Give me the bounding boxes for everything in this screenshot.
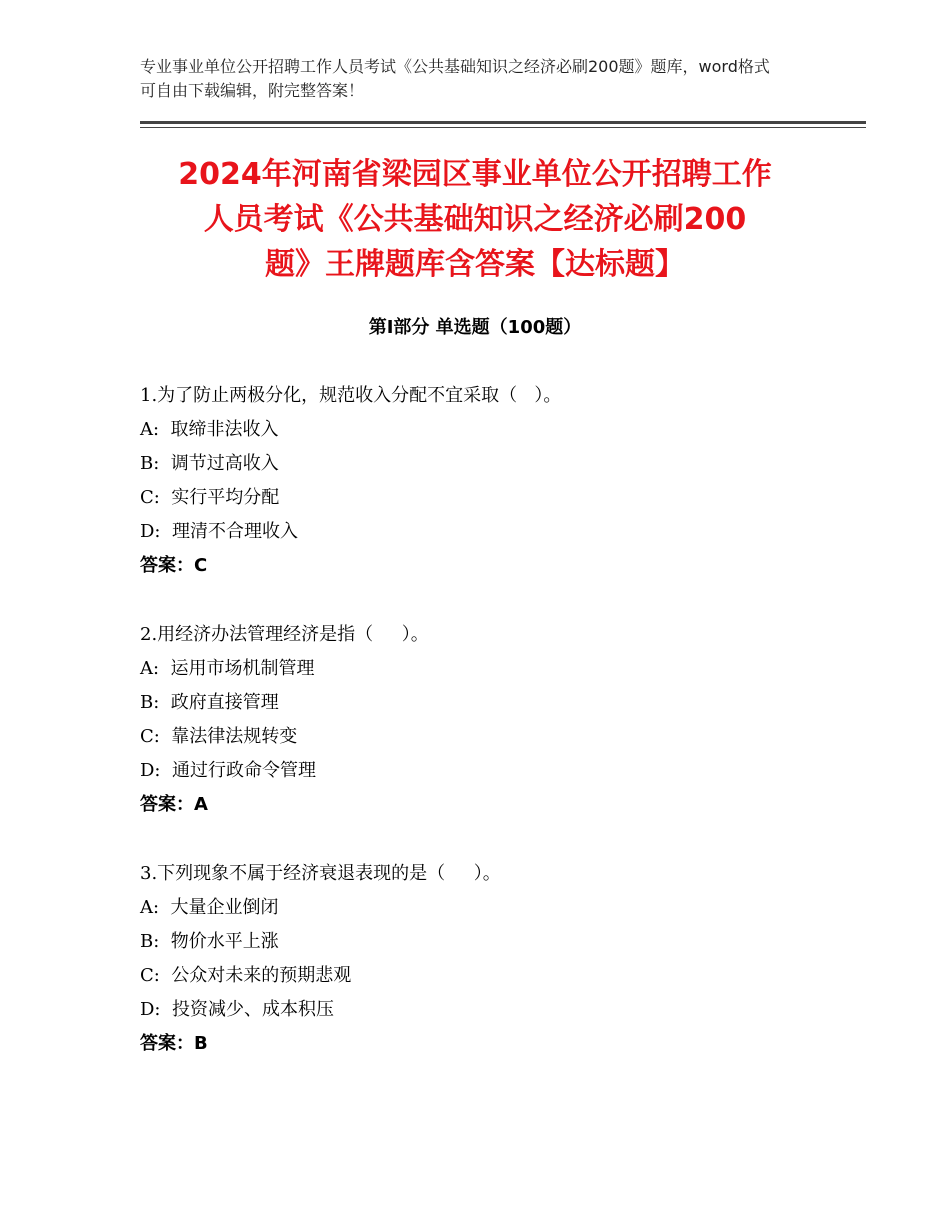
question-stem: 2.用经济办法管理经济是指（ ）。: [140, 624, 429, 645]
answer-line: 答案：C: [140, 555, 208, 576]
option-d: D: 投资减少、成本积压: [140, 999, 334, 1020]
question-1: [140, 379, 860, 583]
question-3: [140, 857, 860, 1061]
question-stem: 3.下列现象不属于经济衰退表现的是（ ）。: [140, 863, 501, 884]
option-b: B: 政府直接管理: [140, 692, 279, 713]
section-heading: 第Ⅰ部分 单选题（100题）: [368, 317, 582, 338]
option-b: B: 物价水平上涨: [140, 931, 279, 952]
option-c: C: 靠法律法规转变: [140, 726, 298, 747]
option-d: D: 理清不合理收入: [140, 521, 298, 542]
option-b: B: 调节过高收入: [140, 453, 279, 474]
question-stem: 1.为了防止两极分化，规范收入分配不宜采取（ ）。: [140, 385, 562, 406]
title-line-3: 题》王牌题库含答案【达标题】: [265, 247, 685, 282]
header-divider-thin: [140, 127, 866, 128]
option-a: A: 取缔非法收入: [140, 419, 279, 440]
option-c: C: 公众对未来的预期悲观: [140, 965, 352, 986]
option-a: A: 大量企业倒闭: [140, 897, 279, 918]
option-d: D: 通过行政命令管理: [140, 760, 316, 781]
title-line-1: 2024年河南省梁园区事业单位公开招聘工作: [178, 157, 772, 192]
answer-line: 答案：B: [140, 1033, 208, 1054]
title-line-2: 人员考试《公共基础知识之经济必刷200: [203, 202, 747, 237]
question-2: [140, 618, 860, 822]
answer-line: 答案：A: [140, 794, 208, 815]
option-a: A: 运用市场机制管理: [140, 658, 315, 679]
header-divider-thick: [140, 121, 866, 124]
option-c: C: 实行平均分配: [140, 487, 280, 508]
document-header-note: 专业事业单位公开招聘工作人员考试《公共基础知识之经济必刷200题》题库，word格式可自由下载编辑，附完整答案！: [140, 57, 770, 100]
document-title: [110, 152, 840, 287]
